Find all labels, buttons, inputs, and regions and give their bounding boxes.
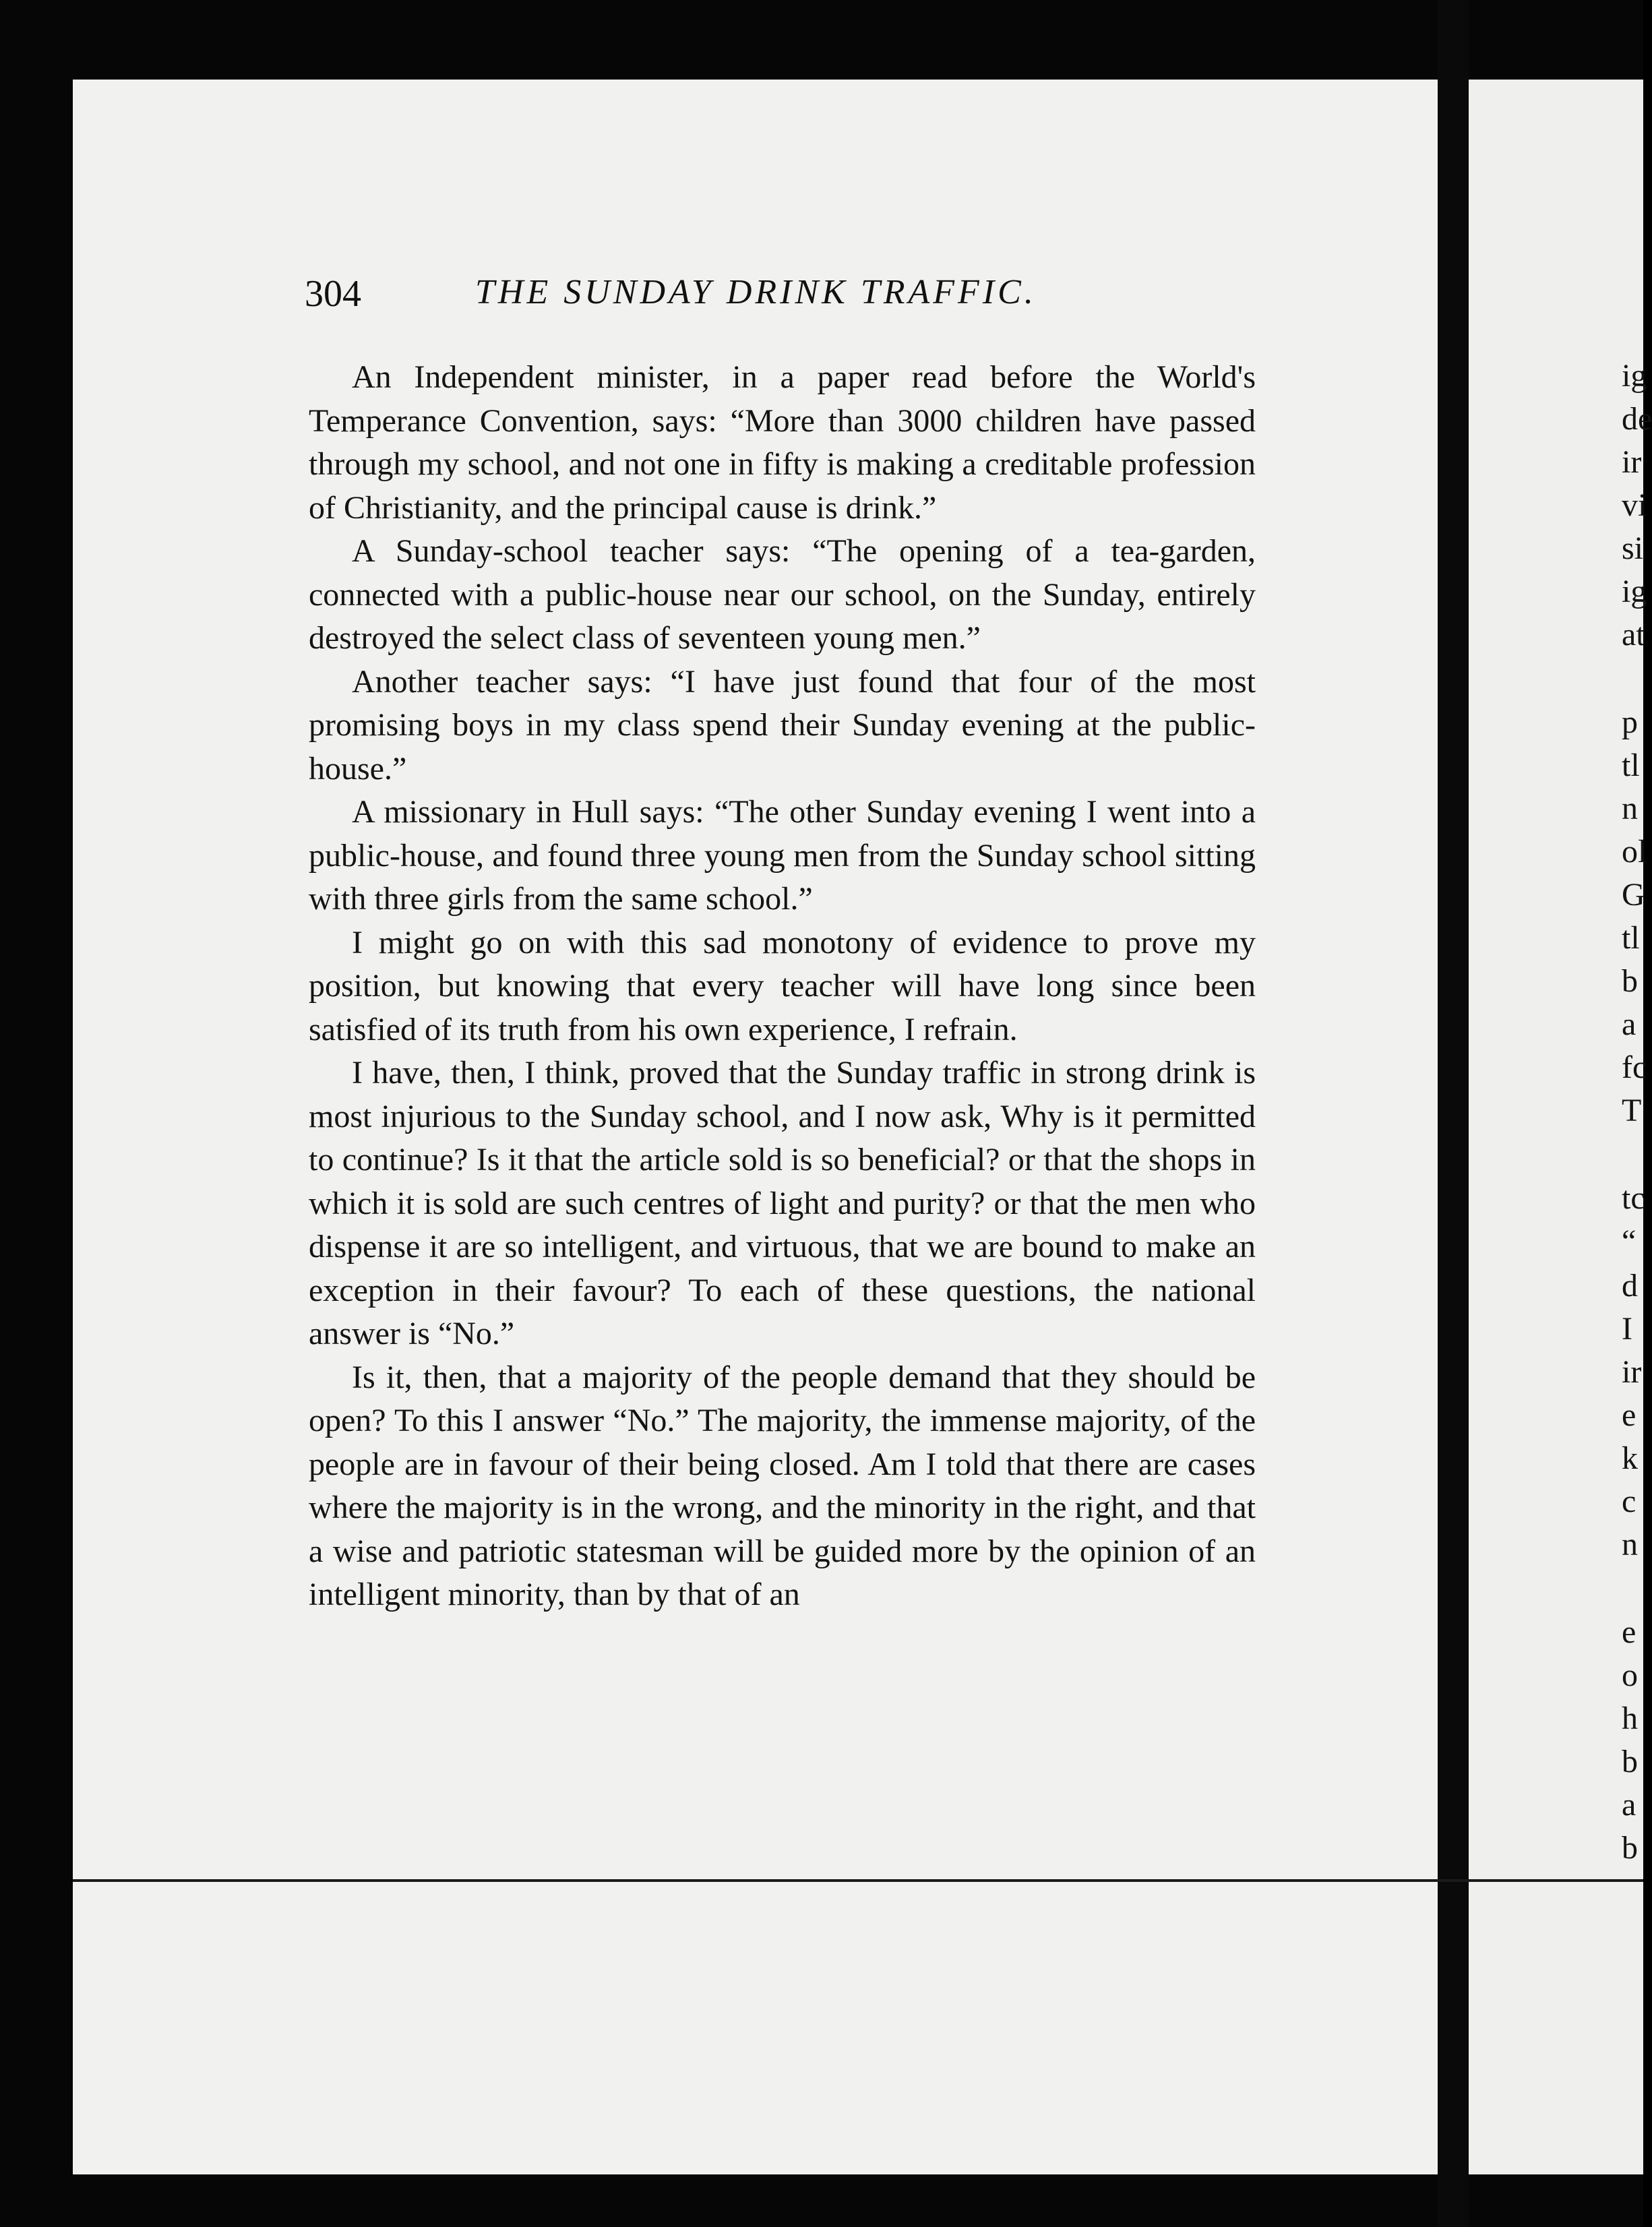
facing-page-fragment: b xyxy=(1622,963,1638,999)
facing-page-fragment: c xyxy=(1622,1484,1636,1519)
paragraph: A missionary in Hull says: “The other Sunday evening I went into a public-house, and found three young men from the Sunday school sitting with three girls from the same school.” xyxy=(309,794,1256,917)
facing-page-fragment: a xyxy=(1622,1006,1636,1042)
facing-page-fragment: d xyxy=(1622,1268,1638,1304)
right-page xyxy=(1469,80,1643,2174)
facing-page-fragment: “ xyxy=(1622,1223,1636,1259)
facing-page-fragment: b xyxy=(1622,1830,1638,1866)
page-header xyxy=(0,272,1643,326)
facing-page-fragment: h xyxy=(1622,1701,1638,1736)
paragraph: Another teacher says: “I have just found that four of the most promising boys in my class spend their Sunday evening at the public-house.” xyxy=(309,663,1256,787)
scan-rule-line xyxy=(73,1879,1643,1882)
facing-page-fragment: a xyxy=(1622,1787,1636,1823)
facing-page-fragment: at xyxy=(1622,617,1645,652)
paragraph: I might go on with this sad monotony of evidence to prove my position, but knowing that every teacher will have long since been satisfied of its truth from his own experience, I refrain. xyxy=(309,924,1256,1047)
facing-page-fragment: k xyxy=(1622,1440,1638,1476)
facing-page-fragment: p xyxy=(1622,704,1638,740)
facing-page-fragment: ig xyxy=(1622,574,1647,609)
facing-page-fragment: b xyxy=(1622,1744,1638,1779)
paragraph: An Independent minister, in a paper read before the World's Temperance Convention, says: “More than 3000 children have passed through my school, and not one in fifty is making a creditable profession of Christianity, and the principal cause is drink.” xyxy=(309,359,1256,526)
body-text xyxy=(309,356,1256,1617)
facing-page-fragment: tl xyxy=(1622,748,1640,783)
paragraph: I have, then, I think, proved that the Sunday traffic in strong drink is most injurious to the Sunday school, and I now ask, Why is it permitted to continue? Is it that the article sold is so beneficial? or that the shops in which it is sold are such centres of light and purity? or that the men who dispense it are so intelligent, and virtuous, that we are bound to make an exception in their favour? To each of these questions, the national answer is “No.” xyxy=(309,1055,1256,1351)
facing-page-fragment: ig xyxy=(1622,358,1647,394)
book-gutter xyxy=(1438,0,1469,2227)
facing-page-fragment: si xyxy=(1622,530,1644,566)
facing-page-fragment: vi xyxy=(1622,487,1647,523)
facing-page-fragment: tc xyxy=(1622,1180,1645,1216)
facing-page-fragment: e xyxy=(1622,1614,1636,1650)
facing-page-fragment: T xyxy=(1622,1093,1642,1128)
facing-page-fragment: n xyxy=(1622,1527,1638,1562)
facing-page-fragment: n xyxy=(1622,791,1638,826)
running-title: THE SUNDAY DRINK TRAFFIC. xyxy=(475,273,1037,311)
facing-page-fragment: I xyxy=(1622,1311,1632,1347)
paragraph: A Sunday-school teacher says: “The opening of a tea-garden, connected with a public-house near our school, on the Sunday, entirely destroyed the select class of seventeen young men.” xyxy=(309,533,1256,656)
facing-page-fragment: G xyxy=(1622,877,1645,913)
facing-page-fragment: tl xyxy=(1622,920,1640,956)
facing-page-fragment: de xyxy=(1622,401,1652,437)
facing-page-fragment: fc xyxy=(1622,1049,1647,1085)
page-number: 304 xyxy=(305,273,361,315)
facing-page-fragment: ir xyxy=(1622,444,1642,480)
paragraph: Is it, then, that a majority of the people demand that they should be open? To this I answer “No.” The majority, the immense majority, of the people are in favour of their being closed. Am I told that there are cases where the majority is in the wrong, and the minority in the right, and that a wise and patriotic statesman will be guided more by the opinion of an intelligent minority, than by that of an xyxy=(309,1359,1256,1612)
facing-page-fragment: e xyxy=(1622,1397,1636,1433)
facing-page-fragment: ol xyxy=(1622,834,1647,870)
facing-page-fragment: ir xyxy=(1622,1354,1642,1390)
facing-page-fragment: o xyxy=(1622,1657,1638,1693)
